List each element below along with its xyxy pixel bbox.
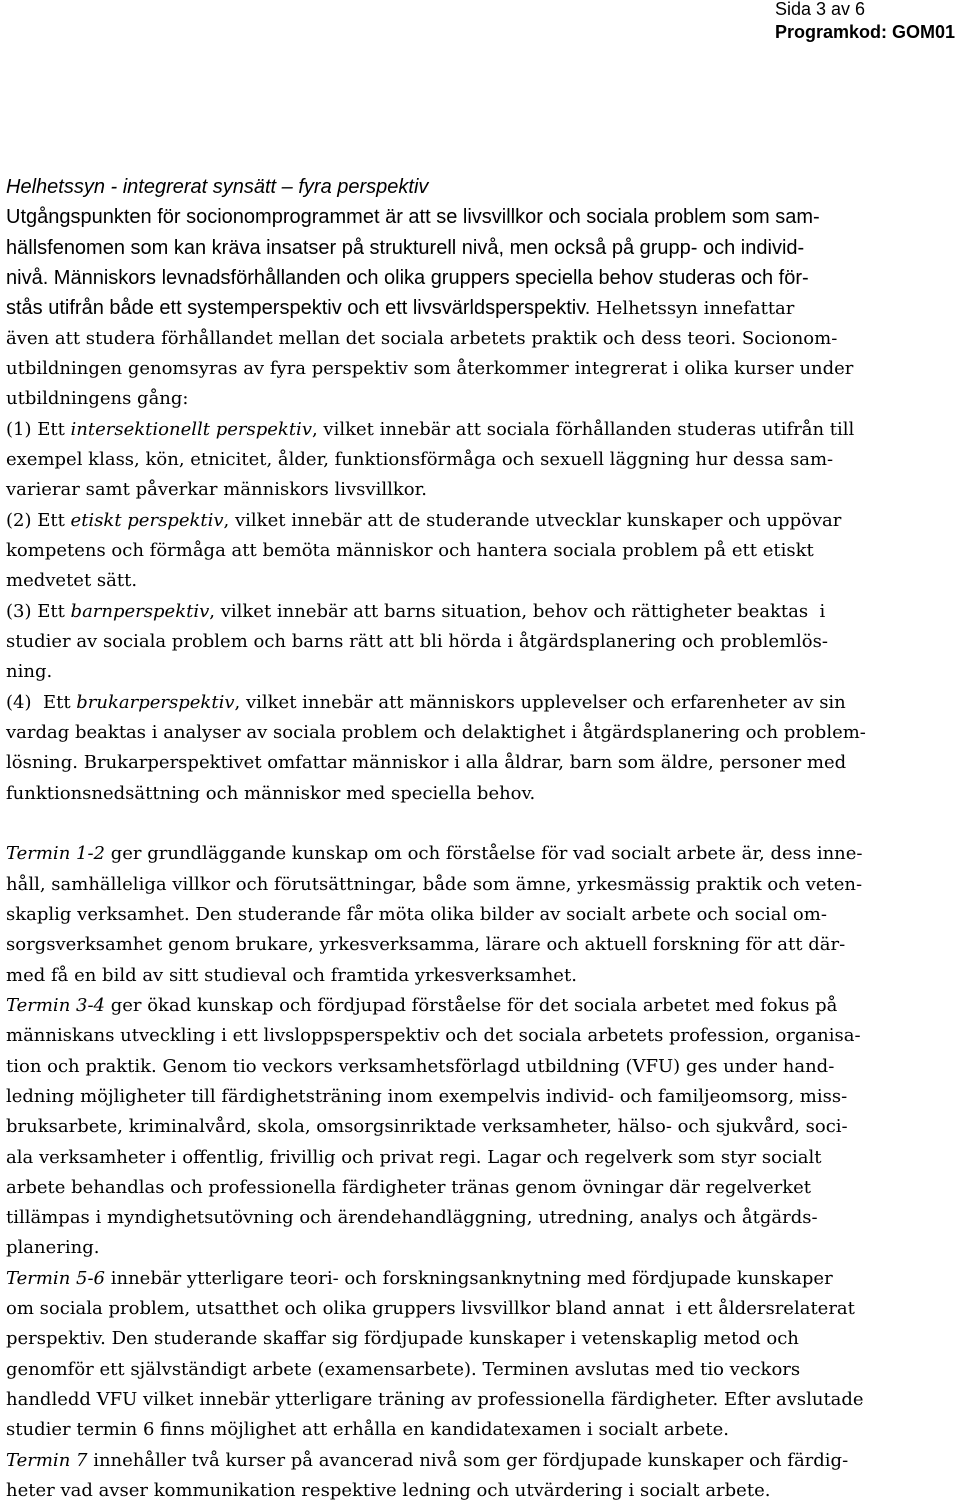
text-segment: arbete behandlas och professionella färdigheter tränas genom övningar där regelverket	[6, 1176, 811, 1198]
text-line	[6, 202, 956, 232]
text-segment: hällsfenomen som kan kräva insatser på strukturell nivå, men också på grupp- och individ-	[6, 236, 805, 259]
text-line	[6, 1446, 956, 1476]
text-line	[6, 233, 956, 263]
text-line	[6, 870, 956, 900]
text-segment: sorgsverksamhet genom brukare, yrkesverksamma, lärare och aktuell forskning för att där-	[6, 934, 846, 956]
text-segment: tillämpas i myndighetsutövning och ärendehandläggning, utredning, analys och åtgärds-	[6, 1207, 818, 1229]
text-line	[6, 748, 956, 778]
text-segment: även att studera förhållandet mellan det sociala arbetets praktik och dess teori. Socionom-	[6, 327, 838, 349]
text-segment: människans utveckling i ett livsloppsperspektiv och det sociala arbetets profession, organisa-	[6, 1025, 861, 1047]
text-segment: handledd VFU vilket innebär ytterligare träning av professionella färdigheter. Efter avslutade	[6, 1389, 864, 1411]
text-line	[6, 1233, 956, 1263]
text-line	[6, 415, 956, 445]
text-line	[6, 445, 956, 475]
text-segment: utbildningen genomsyras av fyra perspektiv som återkommer integrerat i olika kurser under	[6, 357, 854, 379]
text-segment: perspektiv. Den studerande skaffar sig fördjupade kunskaper i vetenskaplig metod och	[6, 1328, 799, 1350]
paragraph	[6, 1264, 956, 1446]
text-line	[6, 1355, 956, 1385]
text-segment: , vilket innebär att de studerande utvecklar kunskaper och uppövar	[223, 509, 842, 531]
emphasized-text: Termin 3-4	[6, 994, 105, 1016]
text-segment: innehåller två kurser på avancerad nivå som ger fördjupade kunskaper och färdig-	[87, 1449, 849, 1471]
text-line	[6, 688, 956, 718]
document-section	[6, 809, 956, 1507]
program-code: Programkod: GOM01	[775, 22, 956, 42]
text-segment: vardag beaktas i analyser av sociala problem och delaktighet i åtgärdsplanering och problem-	[6, 721, 866, 743]
text-segment: , vilket innebär att sociala förhållanden studeras utifrån till	[311, 418, 855, 440]
text-segment: Helhetssyn innefattar	[590, 298, 795, 320]
text-segment: ger ökad kunskap och fördjupad förståelse för det sociala arbetet med fokus på	[105, 994, 838, 1016]
text-segment: skaplig verksamhet. Den studerande får möta olika bilder av socialt arbete och social om-	[6, 903, 827, 925]
text-line	[6, 657, 956, 687]
text-line	[6, 718, 956, 748]
text-line	[6, 1476, 956, 1506]
document-section	[6, 172, 956, 809]
text-line	[6, 1264, 956, 1294]
text-line	[6, 536, 956, 566]
text-segment: studier av sociala problem och barns rätt att bli hörda i åtgärdsplanering och problemlös-	[6, 630, 828, 652]
text-segment: exempel klass, kön, etnicitet, ålder, funktionsförmåga och sexuell läggning hur dessa sam-	[6, 448, 834, 470]
text-line	[6, 354, 956, 384]
text-segment: (3) Ett	[6, 600, 71, 622]
paragraph	[6, 597, 956, 688]
text-line	[6, 597, 956, 627]
paragraph	[6, 1446, 956, 1507]
text-segment: tion och praktik. Genom tio veckors verksamhetsförlagd utbildning (VFU) ges under hand-	[6, 1055, 835, 1077]
text-line	[6, 1112, 956, 1142]
page-number: Sida 3 av 6	[775, 0, 866, 19]
text-line	[6, 930, 956, 960]
text-segment: ger grundläggande kunskap om och förståelse för vad socialt arbete är, dess inne-	[105, 843, 863, 865]
text-segment: stås utifrån både ett systemperspektiv och ett livsvärldsperspektiv.	[6, 297, 591, 320]
text-line	[6, 263, 956, 293]
blank-line	[6, 809, 956, 839]
text-segment: , vilket innebär att människors upplevelser och erfarenheter av sin	[234, 691, 846, 713]
emphasized-text: Termin 5-6	[6, 1267, 105, 1289]
emphasized-text: barnperspektiv	[70, 600, 210, 622]
text-line	[6, 900, 956, 930]
emphasized-text: Termin 1-2	[6, 843, 105, 865]
text-line	[6, 961, 956, 991]
text-segment: ledning möjligheter till färdighetsträning inom exempelvis individ- och familjeomsorg, miss-	[6, 1085, 848, 1107]
text-segment: , vilket innebär att barns situation, behov och rättigheter beaktas i	[209, 600, 826, 622]
text-line	[6, 1082, 956, 1112]
text-segment: (1) Ett	[6, 418, 71, 440]
text-segment: Utgångspunkten för socionomprogrammet är att se livsvillkor och sociala problem som sam-	[6, 206, 820, 229]
text-segment: funktionsnedsättning och människor med speciella behov.	[6, 782, 536, 804]
text-segment: studier termin 6 finns möjlighet att erhålla en kandidatexamen i socialt arbete.	[6, 1419, 729, 1441]
text-segment: håll, samhälleliga villkor och förutsättningar, både som ämne, yrkesmässig praktik och veten-	[6, 873, 863, 895]
text-line	[6, 324, 956, 354]
text-line	[6, 566, 956, 596]
emphasized-text: brukarperspektiv	[76, 691, 235, 713]
emphasized-text: Termin 7	[6, 1449, 88, 1471]
text-segment: utbildningens gång:	[6, 388, 189, 410]
text-segment: ala verksamheter i offentlig, frivillig och privat regi. Lagar och regelverk som styr socialt	[6, 1146, 822, 1168]
paragraph	[6, 991, 956, 1264]
text-line	[6, 293, 956, 323]
paragraph	[6, 202, 956, 414]
text-line	[6, 1294, 956, 1324]
text-segment: genomför ett självständigt arbete (examensarbete). Terminen avslutas med tio veckors	[6, 1358, 801, 1380]
text-line	[6, 384, 956, 414]
text-line	[6, 627, 956, 657]
text-segment: med få en bild av sitt studieval och framtida yrkesverksamhet.	[6, 964, 577, 986]
section-heading: Helhetssyn - integrerat synsätt – fyra perspektiv	[6, 176, 429, 198]
text-line	[6, 506, 956, 536]
text-line	[6, 1203, 956, 1233]
emphasized-text: etiskt perspektiv	[70, 509, 224, 531]
text-segment: planering.	[6, 1237, 100, 1259]
text-line	[6, 475, 956, 505]
text-line	[6, 1324, 956, 1354]
text-line	[6, 1385, 956, 1415]
text-line	[6, 1143, 956, 1173]
text-segment: nivå. Människors levnadsförhållanden och olika gruppers speciella behov studeras och för-	[6, 266, 809, 289]
text-segment: bruksarbete, kriminalvård, skola, omsorgsinriktade verksamheter, hälso- och sjukvård, soci-	[6, 1116, 848, 1138]
paragraph	[6, 415, 956, 506]
text-segment: innebär ytterligare teori- och forskningsanknytning med fördjupade kunskaper	[105, 1267, 833, 1289]
paragraph	[6, 839, 956, 991]
text-segment: kompetens och förmåga att bemöta människor och hantera sociala problem på ett etiskt	[6, 539, 814, 561]
text-line	[6, 779, 956, 809]
text-line	[6, 1173, 956, 1203]
text-segment: medvetet sätt.	[6, 570, 138, 592]
emphasized-text: intersektionellt perspektiv	[70, 418, 312, 440]
text-segment: ning.	[6, 661, 53, 683]
text-segment: (2) Ett	[6, 509, 71, 531]
text-segment: lösning. Brukarperspektivet omfattar människor i alla åldrar, barn som äldre, personer med	[6, 752, 847, 774]
text-segment: varierar samt påverkar människors livsvillkor.	[6, 479, 427, 501]
text-segment: heter vad avser kommunikation respektive ledning och utvärdering i socialt arbete.	[6, 1480, 771, 1502]
text-line	[6, 991, 956, 1021]
text-line	[6, 1415, 956, 1445]
text-segment: om sociala problem, utsatthet och olika gruppers livsvillkor bland annat i ett åldersrelaterat	[6, 1298, 855, 1320]
paragraph	[6, 688, 956, 809]
paragraph	[6, 506, 956, 597]
text-segment: (4) Ett	[6, 691, 77, 713]
text-line	[6, 839, 956, 869]
text-line	[6, 1021, 956, 1051]
text-line	[6, 1052, 956, 1082]
document-body	[6, 172, 956, 1506]
